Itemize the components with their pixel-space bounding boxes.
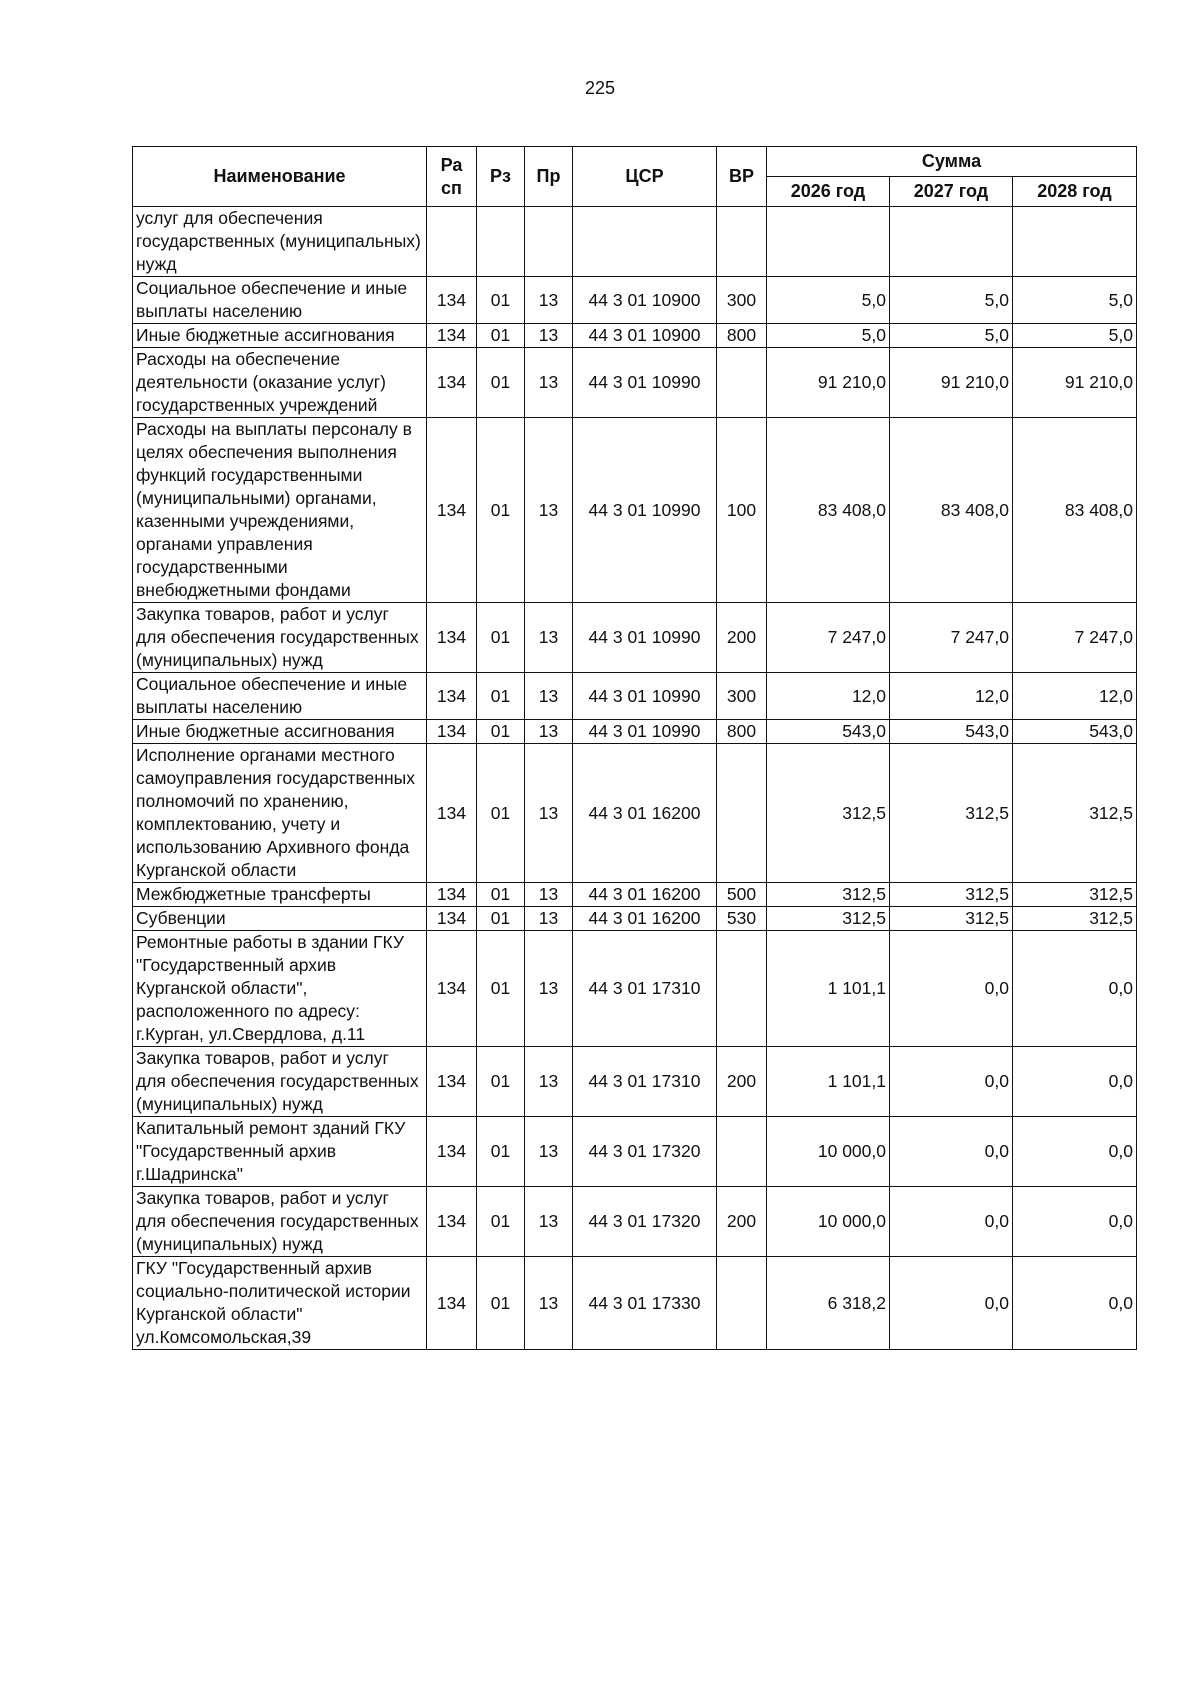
cell-rasp: 134 bbox=[427, 744, 477, 883]
cell-rasp: 134 bbox=[427, 1117, 477, 1187]
header-2026: 2026 год bbox=[767, 177, 890, 207]
cell-pr: 13 bbox=[525, 348, 573, 418]
cell-rz: 01 bbox=[477, 907, 525, 931]
header-pr: Пр bbox=[525, 147, 573, 207]
cell-y2026: 91 210,0 bbox=[767, 348, 890, 418]
cell-csr: 44 3 01 17320 bbox=[573, 1187, 717, 1257]
cell-y2027: 312,5 bbox=[890, 907, 1013, 931]
cell-y2027: 312,5 bbox=[890, 744, 1013, 883]
cell-csr: 44 3 01 16200 bbox=[573, 907, 717, 931]
cell-y2028: 7 247,0 bbox=[1013, 603, 1137, 673]
cell-name: Закупка товаров, работ и услуг для обеспечения государственных (муниципальных) нужд bbox=[133, 1047, 427, 1117]
cell-rz: 01 bbox=[477, 1187, 525, 1257]
cell-pr: 13 bbox=[525, 744, 573, 883]
cell-y2026: 312,5 bbox=[767, 883, 890, 907]
cell-y2028: 312,5 bbox=[1013, 907, 1137, 931]
cell-rz bbox=[477, 207, 525, 277]
table-row bbox=[133, 1117, 1137, 1187]
cell-y2026: 1 101,1 bbox=[767, 1047, 890, 1117]
cell-vr bbox=[717, 348, 767, 418]
cell-name: услуг для обеспечения государственных (муниципальных) нужд bbox=[133, 207, 427, 277]
cell-rz: 01 bbox=[477, 1047, 525, 1117]
cell-csr: 44 3 01 16200 bbox=[573, 883, 717, 907]
cell-y2026: 6 318,2 bbox=[767, 1257, 890, 1350]
cell-pr bbox=[525, 207, 573, 277]
cell-rasp: 134 bbox=[427, 277, 477, 324]
cell-y2028: 5,0 bbox=[1013, 324, 1137, 348]
cell-y2027: 0,0 bbox=[890, 1047, 1013, 1117]
cell-y2027: 7 247,0 bbox=[890, 603, 1013, 673]
cell-y2027: 0,0 bbox=[890, 1257, 1013, 1350]
cell-vr bbox=[717, 1117, 767, 1187]
cell-csr: 44 3 01 17310 bbox=[573, 931, 717, 1047]
cell-name: Социальное обеспечение и иные выплаты населению bbox=[133, 673, 427, 720]
cell-rz: 01 bbox=[477, 883, 525, 907]
cell-y2028: 12,0 bbox=[1013, 673, 1137, 720]
cell-vr: 200 bbox=[717, 1047, 767, 1117]
cell-y2028: 312,5 bbox=[1013, 883, 1137, 907]
cell-name: Ремонтные работы в здании ГКУ "Государственный архив Курганской области", расположенного по адресу: г.Курган, ул.Свердлова, д.11 bbox=[133, 931, 427, 1047]
header-name: Наименование bbox=[133, 147, 427, 207]
cell-y2027: 0,0 bbox=[890, 1187, 1013, 1257]
cell-pr: 13 bbox=[525, 1257, 573, 1350]
cell-pr: 13 bbox=[525, 324, 573, 348]
cell-name: Исполнение органами местного самоуправления государственных полномочий по хранению, комплектованию, учету и использованию Архивного фонда Курганской области bbox=[133, 744, 427, 883]
cell-vr bbox=[717, 931, 767, 1047]
header-sum: Сумма bbox=[767, 147, 1137, 177]
cell-rasp: 134 bbox=[427, 1047, 477, 1117]
cell-pr: 13 bbox=[525, 883, 573, 907]
cell-csr: 44 3 01 10900 bbox=[573, 277, 717, 324]
cell-name: Капитальный ремонт зданий ГКУ "Государственный архив г.Шадринска" bbox=[133, 1117, 427, 1187]
cell-rz: 01 bbox=[477, 1257, 525, 1350]
cell-rz: 01 bbox=[477, 744, 525, 883]
cell-rz: 01 bbox=[477, 603, 525, 673]
table-row bbox=[133, 673, 1137, 720]
cell-pr: 13 bbox=[525, 1117, 573, 1187]
cell-y2026: 312,5 bbox=[767, 907, 890, 931]
cell-y2026: 1 101,1 bbox=[767, 931, 890, 1047]
cell-csr: 44 3 01 10990 bbox=[573, 348, 717, 418]
cell-csr: 44 3 01 10990 bbox=[573, 418, 717, 603]
cell-vr: 530 bbox=[717, 907, 767, 931]
cell-rasp: 134 bbox=[427, 1257, 477, 1350]
table-row bbox=[133, 207, 1137, 277]
cell-rz: 01 bbox=[477, 720, 525, 744]
cell-rasp: 134 bbox=[427, 348, 477, 418]
cell-y2028: 543,0 bbox=[1013, 720, 1137, 744]
table-row bbox=[133, 720, 1137, 744]
cell-y2028: 91 210,0 bbox=[1013, 348, 1137, 418]
cell-y2027: 5,0 bbox=[890, 324, 1013, 348]
cell-pr: 13 bbox=[525, 1047, 573, 1117]
table-row bbox=[133, 324, 1137, 348]
cell-name: Закупка товаров, работ и услуг для обеспечения государственных (муниципальных) нужд bbox=[133, 603, 427, 673]
cell-y2027 bbox=[890, 207, 1013, 277]
cell-name: Расходы на выплаты персоналу в целях обеспечения выполнения функций государственными (муниципальными) органами, казенными учреждениями, органами управления государственными внебюджетными фондами bbox=[133, 418, 427, 603]
cell-rasp: 134 bbox=[427, 883, 477, 907]
cell-name: Расходы на обеспечение деятельности (оказание услуг) государственных учреждений bbox=[133, 348, 427, 418]
cell-y2026: 12,0 bbox=[767, 673, 890, 720]
cell-y2027: 83 408,0 bbox=[890, 418, 1013, 603]
cell-y2027: 91 210,0 bbox=[890, 348, 1013, 418]
cell-pr: 13 bbox=[525, 673, 573, 720]
cell-rasp: 134 bbox=[427, 603, 477, 673]
table-row bbox=[133, 348, 1137, 418]
budget-table bbox=[132, 146, 1137, 1350]
cell-name: Социальное обеспечение и иные выплаты населению bbox=[133, 277, 427, 324]
cell-vr: 800 bbox=[717, 720, 767, 744]
cell-rasp: 134 bbox=[427, 907, 477, 931]
cell-csr: 44 3 01 17330 bbox=[573, 1257, 717, 1350]
cell-rz: 01 bbox=[477, 931, 525, 1047]
table-row bbox=[133, 277, 1137, 324]
cell-y2028: 83 408,0 bbox=[1013, 418, 1137, 603]
cell-y2027: 312,5 bbox=[890, 883, 1013, 907]
cell-vr bbox=[717, 744, 767, 883]
table-row bbox=[133, 744, 1137, 883]
cell-y2026: 5,0 bbox=[767, 277, 890, 324]
cell-pr: 13 bbox=[525, 720, 573, 744]
cell-vr bbox=[717, 1257, 767, 1350]
table-row bbox=[133, 418, 1137, 603]
table-row bbox=[133, 1257, 1137, 1350]
cell-csr: 44 3 01 16200 bbox=[573, 744, 717, 883]
cell-y2026: 10 000,0 bbox=[767, 1117, 890, 1187]
header-csr: ЦСР bbox=[573, 147, 717, 207]
cell-vr: 800 bbox=[717, 324, 767, 348]
cell-y2027: 543,0 bbox=[890, 720, 1013, 744]
table-header bbox=[133, 147, 1137, 207]
cell-csr: 44 3 01 10990 bbox=[573, 673, 717, 720]
cell-rz: 01 bbox=[477, 348, 525, 418]
cell-vr: 200 bbox=[717, 1187, 767, 1257]
header-2028: 2028 год bbox=[1013, 177, 1137, 207]
cell-name: ГКУ "Государственный архив социально-политической истории Курганской области" ул.Комсомольская,39 bbox=[133, 1257, 427, 1350]
cell-rz: 01 bbox=[477, 324, 525, 348]
cell-name: Межбюджетные трансферты bbox=[133, 883, 427, 907]
page-number: 225 bbox=[584, 78, 616, 98]
header-rz: Рз bbox=[477, 147, 525, 207]
cell-pr: 13 bbox=[525, 418, 573, 603]
cell-pr: 13 bbox=[525, 931, 573, 1047]
cell-rz: 01 bbox=[477, 1117, 525, 1187]
table-row bbox=[133, 931, 1137, 1047]
cell-y2026: 312,5 bbox=[767, 744, 890, 883]
header-2027: 2027 год bbox=[890, 177, 1013, 207]
cell-vr: 200 bbox=[717, 603, 767, 673]
cell-name: Закупка товаров, работ и услуг для обеспечения государственных (муниципальных) нужд bbox=[133, 1187, 427, 1257]
cell-y2028: 0,0 bbox=[1013, 1047, 1137, 1117]
cell-csr bbox=[573, 207, 717, 277]
cell-vr: 500 bbox=[717, 883, 767, 907]
cell-name: Субвенции bbox=[133, 907, 427, 931]
cell-csr: 44 3 01 17320 bbox=[573, 1117, 717, 1187]
cell-y2027: 0,0 bbox=[890, 1117, 1013, 1187]
cell-rasp: 134 bbox=[427, 324, 477, 348]
cell-rasp: 134 bbox=[427, 931, 477, 1047]
cell-y2028: 0,0 bbox=[1013, 1257, 1137, 1350]
table-row bbox=[133, 1187, 1137, 1257]
cell-y2026 bbox=[767, 207, 890, 277]
table-row bbox=[133, 883, 1137, 907]
cell-vr bbox=[717, 207, 767, 277]
cell-name: Иные бюджетные ассигнования bbox=[133, 324, 427, 348]
table-row bbox=[133, 907, 1137, 931]
cell-rz: 01 bbox=[477, 277, 525, 324]
cell-y2026: 5,0 bbox=[767, 324, 890, 348]
cell-csr: 44 3 01 10900 bbox=[573, 324, 717, 348]
cell-vr: 300 bbox=[717, 277, 767, 324]
cell-y2027: 0,0 bbox=[890, 931, 1013, 1047]
cell-vr: 100 bbox=[717, 418, 767, 603]
cell-rz: 01 bbox=[477, 418, 525, 603]
cell-rasp: 134 bbox=[427, 720, 477, 744]
cell-y2028: 5,0 bbox=[1013, 277, 1137, 324]
header-rasp-line2: сп bbox=[441, 177, 462, 198]
cell-name: Иные бюджетные ассигнования bbox=[133, 720, 427, 744]
cell-y2028: 312,5 bbox=[1013, 744, 1137, 883]
cell-y2026: 7 247,0 bbox=[767, 603, 890, 673]
cell-y2027: 12,0 bbox=[890, 673, 1013, 720]
cell-y2028: 0,0 bbox=[1013, 1117, 1137, 1187]
cell-y2026: 543,0 bbox=[767, 720, 890, 744]
cell-rasp: 134 bbox=[427, 418, 477, 603]
cell-y2026: 10 000,0 bbox=[767, 1187, 890, 1257]
table-row bbox=[133, 1047, 1137, 1117]
cell-rasp: 134 bbox=[427, 673, 477, 720]
cell-csr: 44 3 01 10990 bbox=[573, 603, 717, 673]
cell-y2028: 0,0 bbox=[1013, 1187, 1137, 1257]
cell-pr: 13 bbox=[525, 603, 573, 673]
table-row bbox=[133, 603, 1137, 673]
cell-y2027: 5,0 bbox=[890, 277, 1013, 324]
table-body bbox=[133, 207, 1137, 1350]
cell-vr: 300 bbox=[717, 673, 767, 720]
cell-y2028 bbox=[1013, 207, 1137, 277]
cell-rasp: 134 bbox=[427, 1187, 477, 1257]
cell-y2026: 83 408,0 bbox=[767, 418, 890, 603]
cell-csr: 44 3 01 17310 bbox=[573, 1047, 717, 1117]
cell-pr: 13 bbox=[525, 277, 573, 324]
cell-csr: 44 3 01 10990 bbox=[573, 720, 717, 744]
cell-pr: 13 bbox=[525, 907, 573, 931]
cell-y2028: 0,0 bbox=[1013, 931, 1137, 1047]
header-vr: ВР bbox=[717, 147, 767, 207]
cell-pr: 13 bbox=[525, 1187, 573, 1257]
cell-rz: 01 bbox=[477, 673, 525, 720]
cell-rasp bbox=[427, 207, 477, 277]
header-rasp bbox=[427, 147, 477, 207]
header-rasp-line1: Ра bbox=[440, 154, 463, 175]
